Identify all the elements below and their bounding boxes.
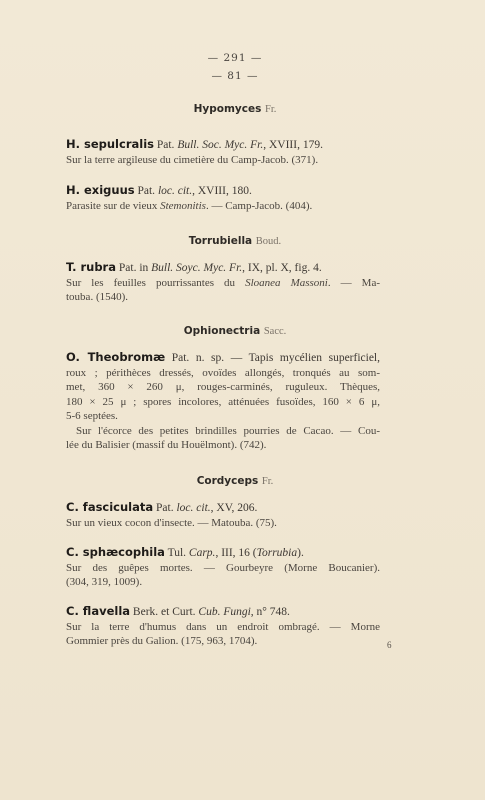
- species-name: O. Theobromæ: [66, 350, 166, 364]
- entry-description: Sur la terre d'humus dans un endroit ombragé. — Morne: [66, 620, 380, 633]
- genus-name: Ophionectria: [183, 325, 261, 337]
- entry-fasciculata: C. fasciculata Pat. loc. cit., XV, 206. Sur un vieux cocon d'insecte. — Matouba. (75).: [66, 500, 380, 530]
- signature-mark: 6: [387, 640, 392, 650]
- entry-rubra: T. rubra Pat. in Bull. Soyc. Myc. Fr., IX, pl. X, fig. 4. Sur les feuilles pourrissantes du Sloanea Massoni. — Ma- touba. (1540).: [66, 260, 380, 303]
- entry-description: Sur la terre argileuse du cimetière du Camp-Jacob. (371).: [66, 153, 319, 166]
- genus-heading-cordyceps: [0, 475, 470, 487]
- entry-sphaecophila: C. sphæcophila Tul. Carp., III, 16 (Torrubia). Sur des guêpes mortes. — Gourbeyre (Morne Boucanier). (304, 319, 1009).: [66, 545, 380, 588]
- genus-heading-ophionectria: [0, 325, 470, 337]
- species-name: C. sphæcophila: [66, 545, 165, 559]
- genus-author: Fr.: [261, 476, 274, 487]
- genus-name: Cordyceps: [196, 475, 259, 487]
- entry-sepulcralis: H. sepulcralis Pat. Bull. Soc. Myc. Fr., XVIII, 179. Sur la terre argileuse du cimetière du Camp-Jacob. (371).: [66, 137, 380, 167]
- species-name: C. fasciculata: [66, 500, 154, 514]
- genus-heading-torrubiella: [0, 235, 470, 247]
- genus-name: Hypomyces: [193, 103, 262, 115]
- entry-theobromae: O. Theobromæ Pat. n. sp. — Tapis mycélien superficiel, roux ; périthèces dressés, ovoïdes allongés, tronqués au som- met, 360 × 260 μ, rouges-carminés, ruguleux. Thèques, 180 × 25 μ ; spores incolores, atténuées fusoïdes, 160 × 6 μ, 5-6 septées. Sur l'écorce des petites brindilles pourries de Cacao. — Cou- lée du Balisier (massif du Houëlmont). (742).: [66, 350, 380, 451]
- entry-exiguus: H. exiguus Pat. loc. cit., XVIII, 180. Parasite sur de vieux Stemonitis. — Camp-Jacob. (404).: [66, 183, 380, 213]
- genus-author: Boud.: [255, 236, 282, 247]
- genus-author: Sacc.: [263, 326, 287, 337]
- entry-description: Sur les feuilles pourrissantes du Sloanea Massoni. — Ma-: [66, 276, 380, 289]
- entry-description: Sur des guêpes mortes. — Gourbeyre (Morne Boucanier).: [66, 561, 380, 574]
- genus-name: Torrubiella: [188, 235, 253, 247]
- species-name: H. sepulcralis: [66, 137, 154, 151]
- genus-author: Fr.: [265, 104, 277, 115]
- page-number-primary: — 291 —: [207, 52, 263, 64]
- entry-description: Sur un vieux cocon d'insecte. — Matouba. (75).: [66, 516, 277, 529]
- species-name: C. flavella: [66, 604, 131, 618]
- entry-description: Parasite sur de vieux Stemonitis. — Camp-Jacob. (404).: [66, 199, 313, 212]
- entry-flavella: C. flavella Berk. et Curt. Cub. Fungi, n° 748. Sur la terre d'humus dans un endroit ombragé. — Morne Gommier près du Galion. (175, 963, 1704).: [66, 604, 380, 647]
- species-name: H. exiguus: [66, 183, 135, 197]
- page-number-secondary: — 81 —: [211, 70, 259, 82]
- species-name: T. rubra: [66, 260, 116, 274]
- genus-heading-hypomyces: [0, 103, 470, 115]
